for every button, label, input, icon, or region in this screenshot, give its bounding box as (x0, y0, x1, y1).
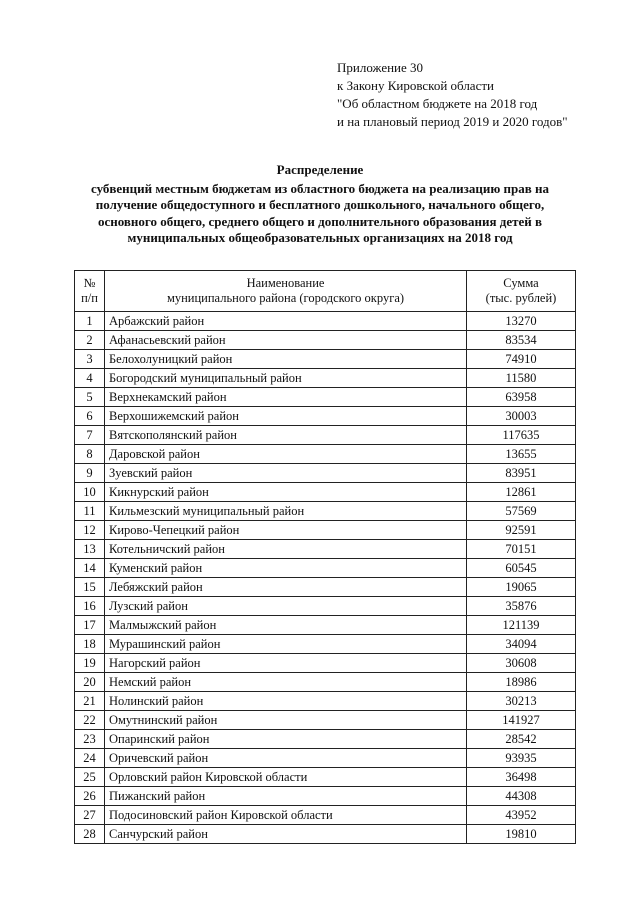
annex-law: к Закону Кировской области (337, 78, 494, 93)
district-name: Опаринский район (105, 730, 467, 749)
district-name: Куменский район (105, 559, 467, 578)
table-row (75, 388, 576, 407)
table-row (75, 426, 576, 445)
table-row (75, 559, 576, 578)
table-row (75, 825, 576, 844)
row-number: 3 (75, 350, 105, 369)
district-name: Мурашинский район (105, 635, 467, 654)
district-name: Малмыжский район (105, 616, 467, 635)
row-number: 24 (75, 749, 105, 768)
subsidy-amount: 83534 (467, 331, 576, 350)
row-number: 2 (75, 331, 105, 350)
subsidy-amount: 30213 (467, 692, 576, 711)
table-row (75, 578, 576, 597)
subsidy-amount: 35876 (467, 597, 576, 616)
row-number: 10 (75, 483, 105, 502)
row-number: 16 (75, 597, 105, 616)
table-row (75, 692, 576, 711)
district-name: Санчурский район (105, 825, 467, 844)
district-name: Немский район (105, 673, 467, 692)
table-row (75, 597, 576, 616)
row-number: 21 (75, 692, 105, 711)
table-row (75, 312, 576, 331)
table-row (75, 768, 576, 787)
subsidy-amount: 92591 (467, 521, 576, 540)
table-row (75, 711, 576, 730)
heading-line: субвенций местным бюджетам из областного бюджета на реализацию прав на (90, 180, 550, 196)
subsidy-amount: 60545 (467, 559, 576, 578)
table-row (75, 464, 576, 483)
subsidy-amount: 30608 (467, 654, 576, 673)
table-row (75, 787, 576, 806)
table-row (75, 749, 576, 768)
subsidy-amount: 13655 (467, 445, 576, 464)
annex-law-title: "Об областном бюджете на 2018 год (337, 96, 538, 111)
district-name: Афанасьевский район (105, 331, 467, 350)
distribution-table (74, 270, 576, 844)
district-name: Богородский муниципальный район (105, 369, 467, 388)
header-sum (467, 271, 576, 312)
row-number: 22 (75, 711, 105, 730)
table-row (75, 635, 576, 654)
heading-line: получение общедоступного и бесплатного дошкольного, начального общего, (95, 197, 545, 212)
header-number-line2: п/п (81, 291, 98, 305)
row-number: 27 (75, 806, 105, 825)
district-name: Верхошижемский район (105, 407, 467, 426)
subsidy-amount: 11580 (467, 369, 576, 388)
district-name: Вятскополянский район (105, 426, 467, 445)
header-sum-line1: Сумма (503, 276, 539, 290)
district-name: Кикнурский район (105, 483, 467, 502)
district-name: Лебяжский район (105, 578, 467, 597)
district-name: Арбажский район (105, 312, 467, 331)
row-number: 6 (75, 407, 105, 426)
table-row (75, 806, 576, 825)
subsidy-amount: 74910 (467, 350, 576, 369)
subsidy-amount: 18986 (467, 673, 576, 692)
table-row (75, 350, 576, 369)
subsidy-amount: 141927 (467, 711, 576, 730)
district-name: Белохолуницкий район (105, 350, 467, 369)
district-name: Кильмезский муниципальный район (105, 502, 467, 521)
subsidy-amount: 34094 (467, 635, 576, 654)
table-row (75, 331, 576, 350)
subsidy-amount: 43952 (467, 806, 576, 825)
subsidy-amount: 19065 (467, 578, 576, 597)
subsidy-amount: 93935 (467, 749, 576, 768)
table-row (75, 540, 576, 559)
annex-law-period: и на плановый период 2019 и 2020 годов" (337, 114, 568, 129)
row-number: 12 (75, 521, 105, 540)
row-number: 8 (75, 445, 105, 464)
header-name (105, 271, 467, 312)
table-row (75, 521, 576, 540)
row-number: 13 (75, 540, 105, 559)
district-name: Даровской район (105, 445, 467, 464)
row-number: 17 (75, 616, 105, 635)
row-number: 18 (75, 635, 105, 654)
table-row (75, 445, 576, 464)
document-heading (60, 162, 580, 247)
header-number (75, 271, 105, 312)
district-name: Оричевский район (105, 749, 467, 768)
row-number: 9 (75, 464, 105, 483)
row-number: 14 (75, 559, 105, 578)
district-name: Котельничский район (105, 540, 467, 559)
subsidy-amount: 83951 (467, 464, 576, 483)
table-body (75, 312, 576, 844)
district-name: Пижанский район (105, 787, 467, 806)
subsidy-amount: 117635 (467, 426, 576, 445)
district-name: Верхнекамский район (105, 388, 467, 407)
row-number: 5 (75, 388, 105, 407)
row-number: 25 (75, 768, 105, 787)
table-row (75, 483, 576, 502)
table-row (75, 407, 576, 426)
district-name: Нагорский район (105, 654, 467, 673)
row-number: 7 (75, 426, 105, 445)
row-number: 1 (75, 312, 105, 331)
district-name: Подосиновский район Кировской области (105, 806, 467, 825)
heading-line: муниципальных общеобразовательных организациях на 2018 год (127, 230, 513, 245)
document-title: Распределение (276, 162, 364, 177)
row-number: 23 (75, 730, 105, 749)
heading-line: основного общего, среднего общего и дополнительного образования детей в (97, 213, 543, 229)
district-name: Лузский район (105, 597, 467, 616)
table-row (75, 654, 576, 673)
subsidy-amount: 121139 (467, 616, 576, 635)
table-row (75, 502, 576, 521)
header-name-line2: муниципального района (городского округа) (166, 291, 405, 305)
row-number: 19 (75, 654, 105, 673)
district-name: Кирово-Чепецкий район (105, 521, 467, 540)
table-row (75, 673, 576, 692)
subsidy-amount: 57569 (467, 502, 576, 521)
table-row (75, 369, 576, 388)
district-name: Омутнинский район (105, 711, 467, 730)
row-number: 15 (75, 578, 105, 597)
district-name: Зуевский район (105, 464, 467, 483)
subsidy-amount: 13270 (467, 312, 576, 331)
row-number: 28 (75, 825, 105, 844)
subsidy-amount: 44308 (467, 787, 576, 806)
subsidy-amount: 63958 (467, 388, 576, 407)
header-name-line1: Наименование (246, 276, 325, 290)
row-number: 4 (75, 369, 105, 388)
subsidy-amount: 36498 (467, 768, 576, 787)
district-name: Нолинский район (105, 692, 467, 711)
subsidy-amount: 12861 (467, 483, 576, 502)
row-number: 11 (75, 502, 105, 521)
header-sum-line2: (тыс. рублей) (485, 291, 557, 305)
row-number: 26 (75, 787, 105, 806)
subsidy-amount: 70151 (467, 540, 576, 559)
table-header-row (75, 271, 576, 312)
annex-number: Приложение 30 (337, 60, 424, 75)
district-name: Орловский район Кировской области (105, 768, 467, 787)
table-row (75, 730, 576, 749)
row-number: 20 (75, 673, 105, 692)
annex-reference (337, 59, 568, 131)
subsidy-amount: 28542 (467, 730, 576, 749)
subsidy-amount: 19810 (467, 825, 576, 844)
header-number-line1: № (83, 276, 96, 290)
table-row (75, 616, 576, 635)
subsidy-amount: 30003 (467, 407, 576, 426)
